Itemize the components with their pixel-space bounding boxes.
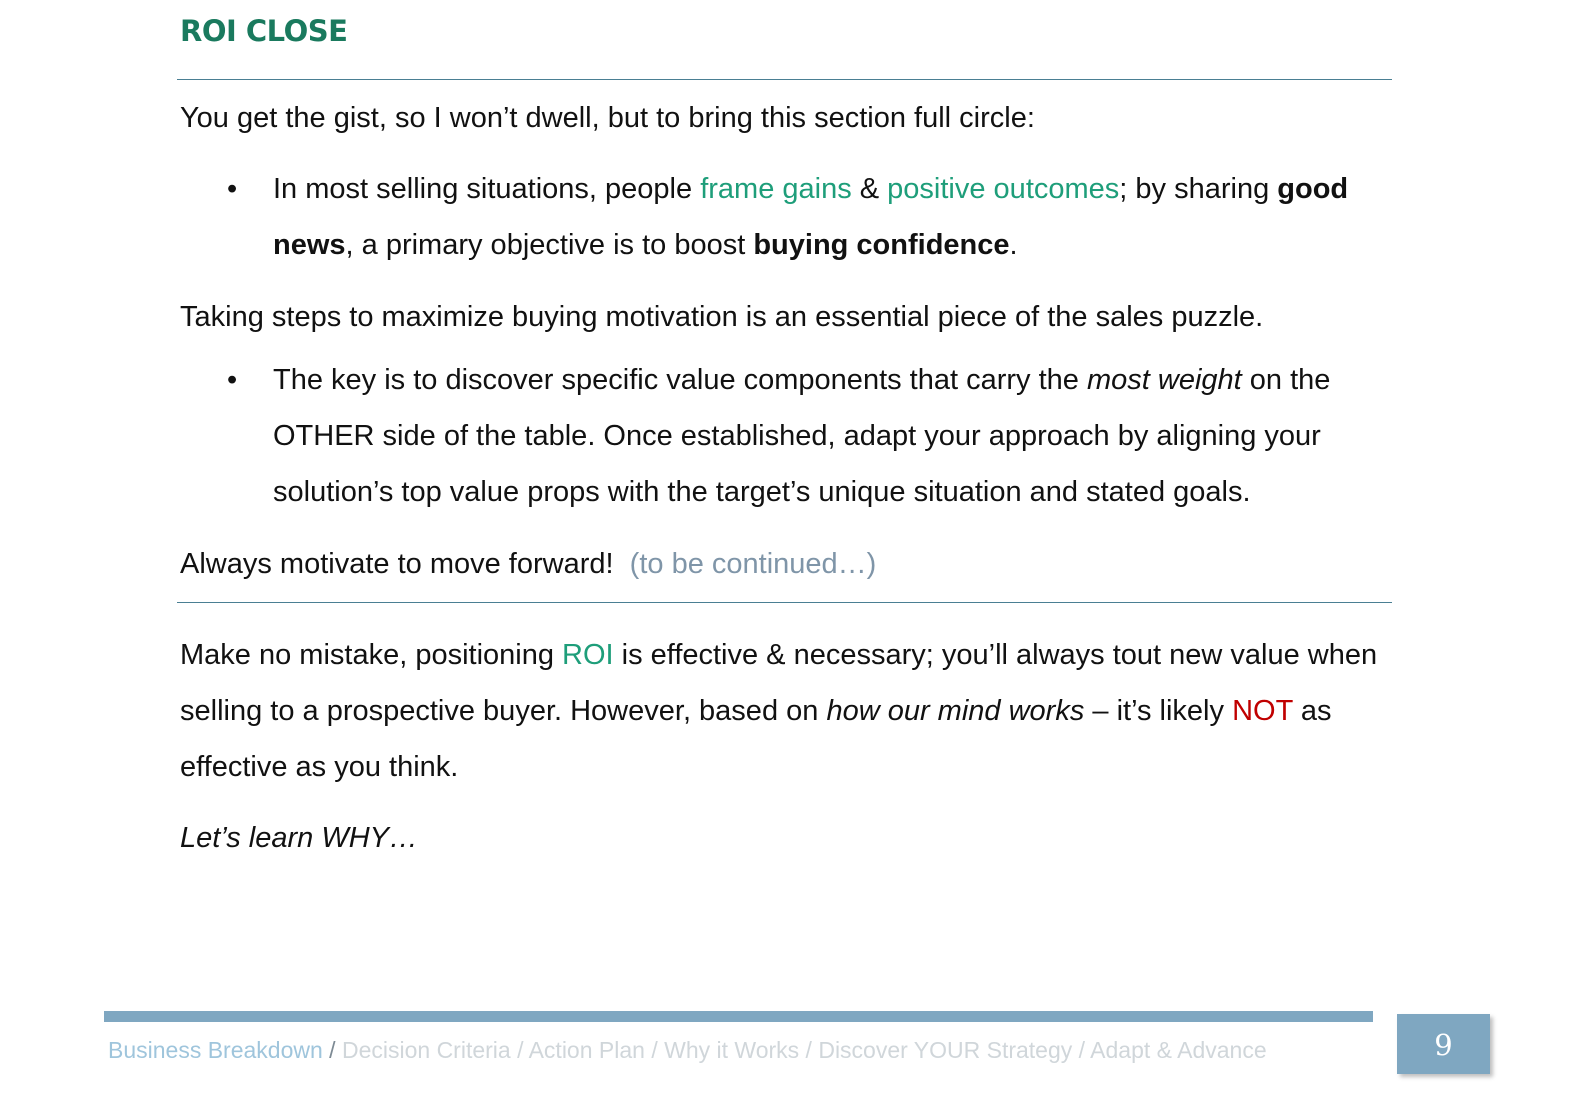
footer-sep: / [510,1037,529,1063]
bullet-text-2 [273,352,1408,520]
roi-highlight: ROI [562,639,614,671]
footer-nav-action-plan[interactable]: Action Plan [528,1037,645,1063]
bullet2-most-weight: most weight [1086,364,1242,396]
footer-nav-business-breakdown[interactable]: Business Breakdown [108,1037,323,1063]
roi-part3: – it’s likely [1084,695,1233,727]
bullet-item-1 [180,161,1410,273]
bullet1-buying-confidence: buying confidence [753,229,1010,261]
footer-nav-why-it-works[interactable]: Why it Works [664,1037,800,1063]
motivation-paragraph: Taking steps to maximize buying motivation is an essential piece of the sales puzzle. [180,301,1264,333]
footer-sep: / [322,1037,342,1063]
bullet-item-2 [180,352,1410,520]
roi-part2: is effective & necessary; you’ll always tout new value when selling to a prospective buyer. However, based on [180,639,1378,727]
page-number: 9 [1397,1014,1490,1074]
bullet1-part3: , a primary objective is to boost [345,229,754,261]
forward-text: Always motivate to move forward! [180,548,614,580]
footer-nav-discover-your-strategy[interactable]: Discover YOUR Strategy [818,1037,1073,1063]
bullet1-amp: & [851,173,888,205]
footer-bar [104,1011,1373,1022]
footer-nav-adapt-advance[interactable]: Adapt & Advance [1090,1037,1267,1063]
roi-mind-works: how our mind works [826,695,1085,727]
section-heading: ROI CLOSE [180,14,348,48]
bullet-text-1 [273,161,1408,273]
bullet-dot-icon: • [227,173,238,205]
footer-sep: / [1072,1037,1091,1063]
bullet2-part2: on the OTHER side of the table. Once established, adapt your approach by aligning your solution’s top value props with the target’s unique situation and stated goals. [273,364,1331,508]
intro-paragraph: You get the gist, so I won’t dwell, but to bring this section full circle: [180,102,1035,134]
bullet2-part1: The key is to discover specific value components that carry the [273,364,1087,396]
bullet1-part2: ; by sharing [1119,173,1278,205]
bullet1-positive-outcomes: positive outcomes [887,173,1120,205]
heading-rule [177,79,1392,80]
bullet-dot-icon: • [227,364,238,396]
bullet1-part1: In most selling situations, people [273,173,701,205]
footer-nav-decision-criteria[interactable]: Decision Criteria [341,1037,511,1063]
roi-paragraph [180,627,1395,795]
bullet1-good-news: good news [273,173,1349,261]
continued-note: (to be continued…) [629,548,877,580]
forward-paragraph [180,536,1400,592]
roi-part4: as effective as you think. [180,695,1332,783]
roi-part1: Make no mistake, positioning [180,639,563,671]
bullet1-frame-gains: frame gains [700,173,852,205]
closing-line: Let’s learn WHY… [180,822,418,854]
footer-nav [108,1037,1267,1064]
bullet1-part4: . [1009,229,1018,261]
footer-sep: / [644,1037,665,1063]
footer-sep: / [799,1037,819,1063]
roi-not: NOT [1232,695,1293,727]
section-rule [177,602,1392,603]
